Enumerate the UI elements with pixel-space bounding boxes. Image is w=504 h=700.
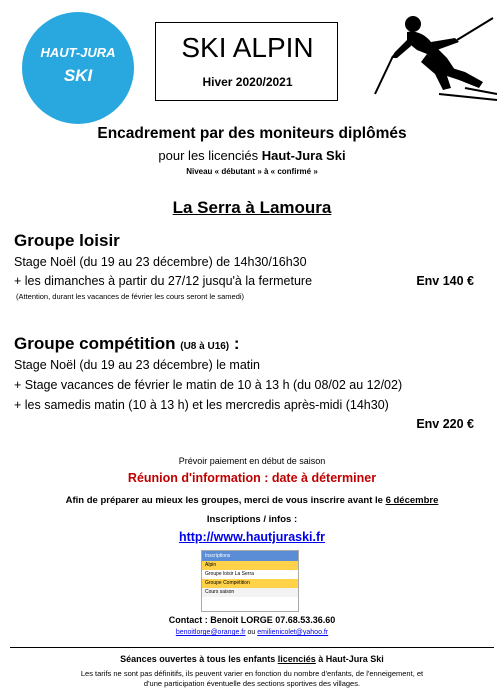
payment-note: Prévoir paiement en début de saison bbox=[178, 456, 326, 466]
divider bbox=[10, 647, 494, 648]
skier-icon bbox=[355, 8, 500, 103]
loisir-note: (Attention, durant les vacances de février les cours seront le samedi) bbox=[16, 292, 245, 301]
club-logo bbox=[22, 12, 134, 124]
email-separator: ou bbox=[245, 629, 258, 636]
competition-line1: Stage Noël (du 19 au 23 décembre) le matin bbox=[14, 358, 260, 372]
mini-menu-item: Groupe loisir La Serra bbox=[205, 571, 254, 577]
seances-suffix: à Haut-Jura Ski bbox=[315, 654, 384, 664]
loisir-line1: Stage Noël (du 19 au 23 décembre) de 14h30/16h30 bbox=[14, 255, 307, 269]
competition-title: Groupe compétition bbox=[14, 334, 176, 353]
loisir-line2: + les dimanches à partir du 27/12 jusqu'à la fermeture bbox=[14, 274, 313, 288]
page-title: SKI ALPIN bbox=[181, 32, 314, 63]
mini-menu-item: Alpin bbox=[202, 561, 298, 570]
tarif-line2: d'une participation éventuelle des sections sportives des villages. bbox=[143, 678, 361, 688]
seances-licencies: licenciés bbox=[277, 654, 316, 664]
competition-line2: + Stage vacances de février le matin de 10 à 13 h (du 08/02 au 12/02) bbox=[14, 378, 403, 392]
competition-line3: + les samedis matin (10 à 13 h) et les mercredis après-midi (14h30) bbox=[14, 398, 389, 412]
intro-prefix: pour les licenciés bbox=[158, 148, 262, 163]
website-menu-preview bbox=[201, 550, 299, 612]
competition-age: (U8 à U16) bbox=[180, 341, 230, 352]
competition-colon: : bbox=[233, 334, 240, 353]
competition-price: Env 220 € bbox=[416, 417, 474, 431]
loisir-heading: Groupe loisir bbox=[14, 231, 120, 250]
contact-line: Contact : Benoit LORGE 07.68.53.36.60 bbox=[168, 615, 336, 625]
website-link[interactable]: http://www.hautjuraski.fr bbox=[178, 530, 326, 544]
email-2[interactable]: emilienicolet@yahoo.fr bbox=[257, 629, 329, 636]
emails-line bbox=[0, 629, 504, 636]
mini-menu-item: Groupe Compétition bbox=[202, 579, 298, 588]
season: Hiver 2020/2021 bbox=[202, 75, 293, 89]
inscribe-date: 6 décembre bbox=[385, 495, 439, 506]
competition-heading bbox=[14, 334, 240, 354]
reunion-note: Réunion d'information : date à déterminer bbox=[127, 471, 377, 485]
mini-menu-header: Inscriptions bbox=[202, 551, 298, 561]
inscribe-note bbox=[0, 495, 504, 506]
logo-text-line2: SKI bbox=[63, 66, 93, 85]
inscribe-prefix: Afin de préparer au mieux les groupes, merci de vous inscrire avant le bbox=[65, 495, 386, 506]
email-1[interactable]: benoitlorge@orange.fr bbox=[175, 629, 246, 636]
location-heading: La Serra à Lamoura bbox=[172, 198, 332, 217]
mini-menu-item: Cours saison bbox=[202, 588, 298, 597]
title-box bbox=[155, 22, 338, 101]
seances-line bbox=[0, 654, 504, 664]
logo-text-line1: HAUT-JURA bbox=[40, 45, 116, 60]
tarif-line1: Les tarifs ne sont pas définitifs, ils peuvent varier en fonction du nombre d'enfants, de l'enneigement, et bbox=[80, 669, 424, 678]
inscriptions-label: Inscriptions / infos : bbox=[206, 514, 298, 525]
intro-line2 bbox=[0, 148, 504, 163]
club-name: Haut-Jura Ski bbox=[261, 148, 346, 163]
intro-line1: Encadrement par des moniteurs diplômés bbox=[97, 125, 407, 142]
tarif-note bbox=[0, 669, 504, 688]
seances-prefix: Séances ouvertes à tous les enfants bbox=[120, 654, 278, 664]
level-text: Niveau « débutant » à « confirmé » bbox=[186, 167, 318, 176]
loisir-price: Env 140 € bbox=[416, 274, 474, 288]
